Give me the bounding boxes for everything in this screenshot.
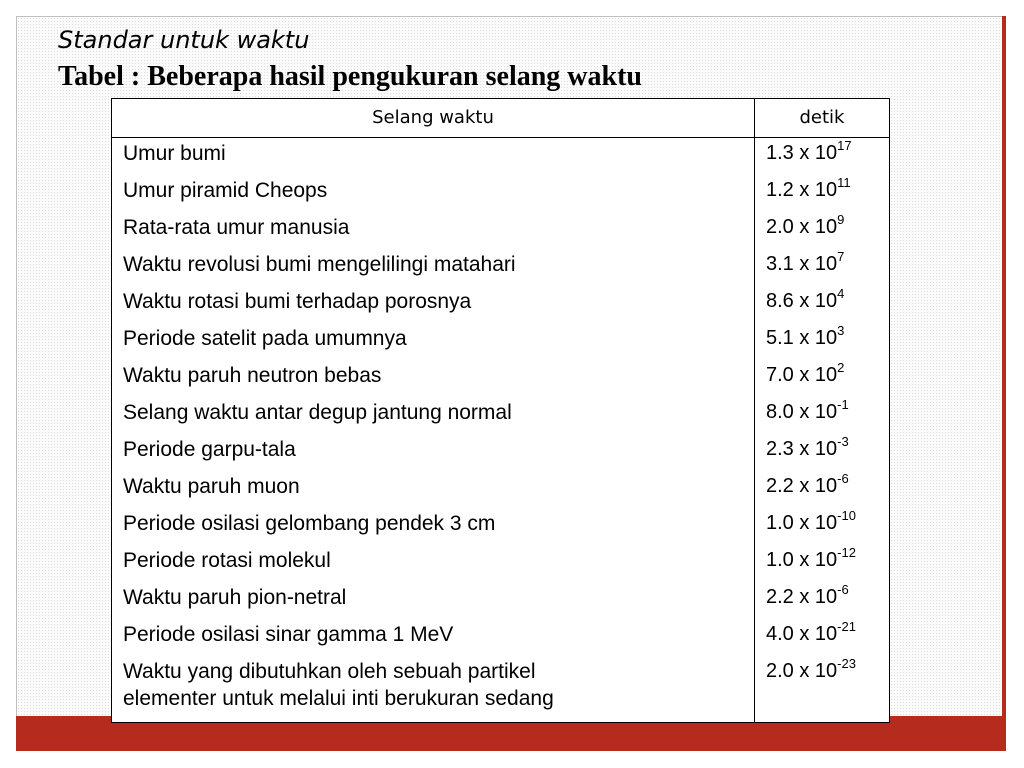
value-exponent: -21 — [837, 619, 856, 634]
value-exponent: 7 — [837, 249, 845, 264]
interval-seconds — [766, 140, 886, 167]
interval-seconds — [766, 399, 886, 426]
value-mantissa: 8.6 x 10 — [766, 290, 838, 312]
value-mantissa: 2.0 x 10 — [766, 216, 838, 238]
interval-name: Rata-rata umur manusia — [123, 216, 350, 239]
interval-name: Umur bumi — [123, 142, 226, 165]
interval-name: Periode satelit pada umumnya — [123, 327, 407, 350]
value-mantissa: 8.0 x 10 — [766, 401, 838, 423]
table-row — [112, 547, 889, 584]
interval-seconds — [766, 362, 886, 389]
table-row — [112, 214, 889, 251]
table-row — [112, 658, 889, 718]
table-row — [112, 399, 889, 436]
value-mantissa: 1.3 x 10 — [766, 142, 838, 164]
value-mantissa: 3.1 x 10 — [766, 253, 838, 275]
interval-name: Waktu revolusi bumi mengelilingi matahari — [123, 253, 516, 276]
interval-seconds — [766, 325, 886, 352]
value-mantissa: 2.0 x 10 — [766, 660, 838, 682]
value-exponent: -10 — [837, 508, 856, 523]
value-mantissa: 1.0 x 10 — [766, 549, 838, 571]
value-mantissa: 4.0 x 10 — [766, 623, 838, 645]
table-row — [112, 473, 889, 510]
interval-seconds — [766, 473, 886, 500]
interval-seconds — [766, 251, 886, 278]
value-exponent: 11 — [837, 175, 851, 190]
interval-seconds — [766, 621, 886, 648]
value-exponent: -6 — [837, 471, 849, 486]
time-interval-table — [111, 98, 890, 723]
value-mantissa: 2.2 x 10 — [766, 586, 838, 608]
table-row — [112, 177, 889, 214]
table-row — [112, 325, 889, 362]
value-exponent: -3 — [837, 434, 849, 449]
slide-heading: Standar untuk waktu — [58, 26, 310, 54]
interval-seconds — [766, 436, 886, 463]
interval-seconds — [766, 658, 886, 685]
value-mantissa: 1.0 x 10 — [766, 512, 838, 534]
interval-seconds — [766, 214, 886, 241]
value-exponent: -6 — [837, 582, 849, 597]
table-row — [112, 362, 889, 399]
interval-seconds — [766, 177, 886, 204]
value-exponent: -1 — [837, 397, 849, 412]
table-row — [112, 140, 889, 177]
value-exponent: -12 — [837, 545, 856, 560]
value-exponent: 9 — [837, 212, 845, 227]
table-caption: Tabel : Beberapa hasil pengukuran selang waktu — [58, 61, 642, 92]
value-exponent: -23 — [837, 656, 856, 671]
value-mantissa: 2.3 x 10 — [766, 438, 838, 460]
interval-seconds — [766, 510, 886, 537]
header-divider — [112, 137, 889, 138]
interval-name: Umur piramid Cheops — [123, 179, 328, 202]
interval-seconds — [766, 288, 886, 315]
value-exponent: 4 — [837, 286, 845, 301]
value-mantissa: 2.2 x 10 — [766, 475, 838, 497]
value-mantissa: 5.1 x 10 — [766, 327, 838, 349]
interval-name: Waktu paruh muon — [123, 475, 300, 498]
interval-name: Periode osilasi gelombang pendek 3 cm — [123, 512, 496, 535]
header-detik: detik — [799, 107, 845, 128]
table-row — [112, 251, 889, 288]
table-row — [112, 288, 889, 325]
table-row — [112, 510, 889, 547]
interval-name: Waktu paruh pion-netral — [123, 586, 347, 609]
table-row — [112, 584, 889, 621]
interval-name: Selang waktu antar degup jantung normal — [123, 401, 512, 424]
header-selang-waktu: Selang waktu — [372, 107, 494, 128]
table-row — [112, 621, 889, 658]
interval-name: Waktu yang dibutuhkan oleh sebuah partikel elementer untuk melalui inti berukuran sedang — [123, 660, 554, 710]
value-mantissa: 1.2 x 10 — [766, 179, 838, 201]
interval-name: Periode rotasi molekul — [123, 549, 331, 572]
value-exponent: 3 — [837, 323, 845, 338]
interval-name: Waktu rotasi bumi terhadap porosnya — [123, 290, 472, 313]
interval-seconds — [766, 547, 886, 574]
interval-seconds — [766, 584, 886, 611]
interval-name: Periode osilasi sinar gamma 1 MeV — [123, 623, 454, 646]
value-mantissa: 7.0 x 10 — [766, 364, 838, 386]
interval-name: Periode garpu-tala — [123, 438, 296, 461]
table-body — [112, 140, 889, 718]
value-exponent: 17 — [837, 138, 852, 153]
interval-name: Waktu paruh neutron bebas — [123, 364, 382, 387]
value-exponent: 2 — [837, 360, 845, 375]
table-row — [112, 436, 889, 473]
